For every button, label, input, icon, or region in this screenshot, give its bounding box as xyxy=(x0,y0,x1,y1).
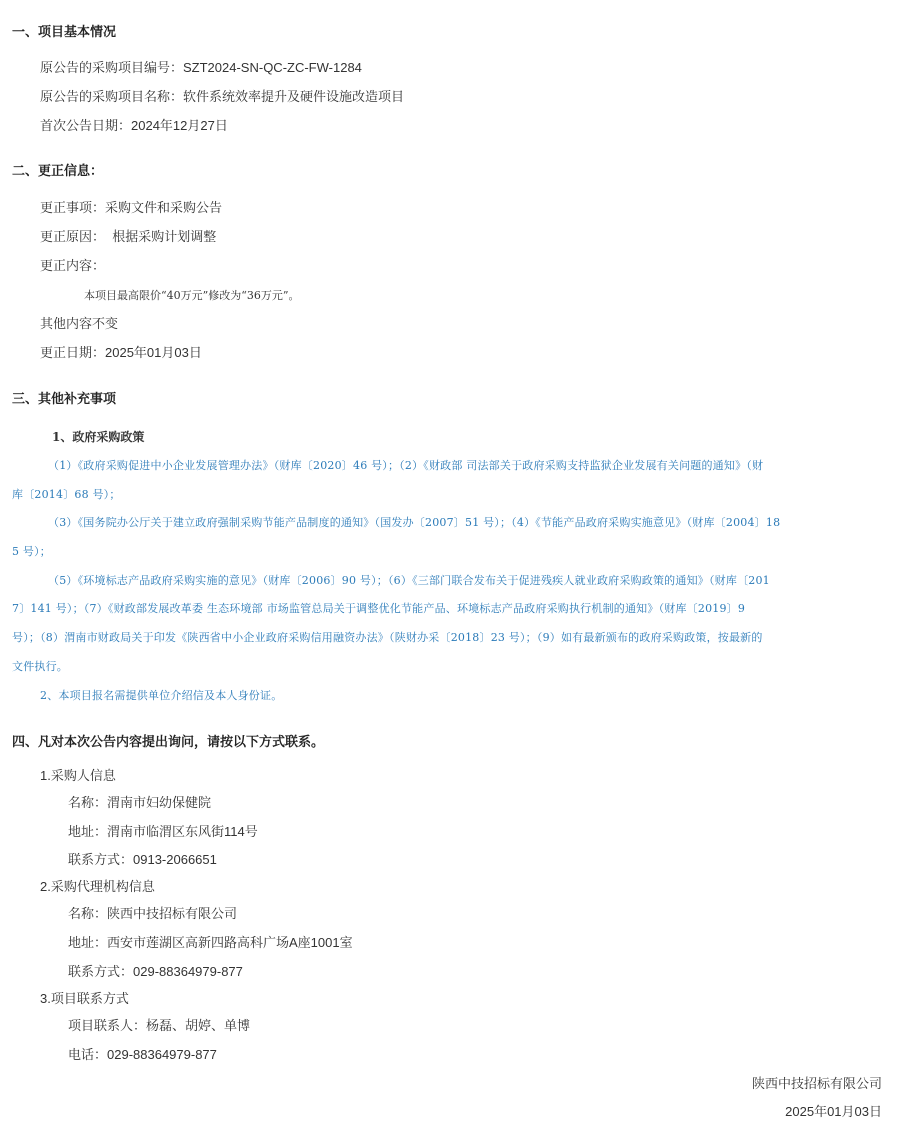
policy-line: 号）；（8）渭南市财政局关于印发《陕西省中小企业政府采购信用融资办法》（陕财办采〔2018〕23 号）；（9）如有最新颁布的政府采购政策，按最新的 xyxy=(12,631,763,644)
project-contact-persons: 项目联系人：杨磊、胡婷、单博 xyxy=(68,1018,251,1033)
policy-title: 1、政府采购政策 xyxy=(52,430,145,444)
buyer-address: 地址：渭南市临渭区东风街114号 xyxy=(68,824,258,839)
footer-date: 2025年01月03日 xyxy=(785,1104,882,1119)
buyer-name: 名称：渭南市妇幼保健院 xyxy=(68,795,212,810)
policy-line: （5）《环境标志产品政府采购实施的意见》（财库〔2006〕90 号）；（6）《三部门联合发布关于促进残疾人就业政府采购政策的通知》（财库〔201 xyxy=(48,574,770,587)
project-name: 原公告的采购项目名称：软件系统效率提升及硬件设施改造项目 xyxy=(40,89,405,104)
correction-content-label: 更正内容： xyxy=(40,258,106,273)
correction-date: 更正日期：2025年01月03日 xyxy=(40,345,202,360)
project-number: 原公告的采购项目编号：SZT2024-SN-QC-ZC-FW-1284 xyxy=(40,60,362,75)
correction-reason: 更正原因： 根据采购计划调整 xyxy=(40,229,217,244)
agency-contact: 联系方式：029-88364979-877 xyxy=(68,964,243,979)
agency-name: 名称：陕西中技招标有限公司 xyxy=(68,906,238,921)
correction-content: 本项目最高限价“40万元”修改为“36万元”。 xyxy=(84,289,300,302)
agency-title: 2.采购代理机构信息 xyxy=(40,879,155,894)
section-heading-basic-info: 一、项目基本情况 xyxy=(12,24,117,39)
correction-item: 更正事项：采购文件和采购公告 xyxy=(40,200,223,215)
policy-line: 7〕141 号）；（7）《财政部发展改革委 生态环境部 市场监管总局关于调整优化节能产品、环境标志产品政府采购执行机制的通知》（财库〔2019〕9 xyxy=(12,602,746,615)
first-announcement-date: 首次公告日期：2024年12月27日 xyxy=(40,118,228,133)
policy-line: 5 号）； xyxy=(12,545,51,558)
footer-company: 陕西中技招标有限公司 xyxy=(751,1076,882,1091)
buyer-contact: 联系方式：0913-2066651 xyxy=(68,852,217,867)
section-heading-contact: 四、凡对本次公告内容提出询问，请按以下方式联系。 xyxy=(12,734,325,749)
other-content-unchanged: 其他内容不变 xyxy=(40,316,119,331)
section-heading-correction: 二、更正信息： xyxy=(12,163,104,178)
policy-line: （1）《政府采购促进中小企业发展管理办法》（财库〔2020〕46 号）；（2）《财政部 司法部关于政府采购支持监狱企业发展有关问题的通知》（财 xyxy=(48,459,764,472)
agency-address: 地址：西安市莲湖区高新四路高科广场A座1001室 xyxy=(68,935,353,950)
section-heading-supplementary: 三、其他补充事项 xyxy=(12,391,117,406)
policy-line: （3）《国务院办公厅关于建立政府强制采购节能产品制度的通知》（国发办〔2007〕51 号）；（4）《节能产品政府采购实施意见》（财库〔2004〕18 xyxy=(48,516,781,529)
project-contact-title: 3.项目联系方式 xyxy=(40,991,129,1006)
policy-line: 文件执行。 xyxy=(12,660,68,673)
project-contact-phone: 电话：029-88364979-877 xyxy=(68,1047,217,1062)
buyer-title: 1.采购人信息 xyxy=(40,768,116,783)
registration-requirement: 2、本项目报名需提供单位介绍信及本人身份证。 xyxy=(40,689,283,702)
policy-line: 库〔2014〕68 号）； xyxy=(12,488,121,501)
